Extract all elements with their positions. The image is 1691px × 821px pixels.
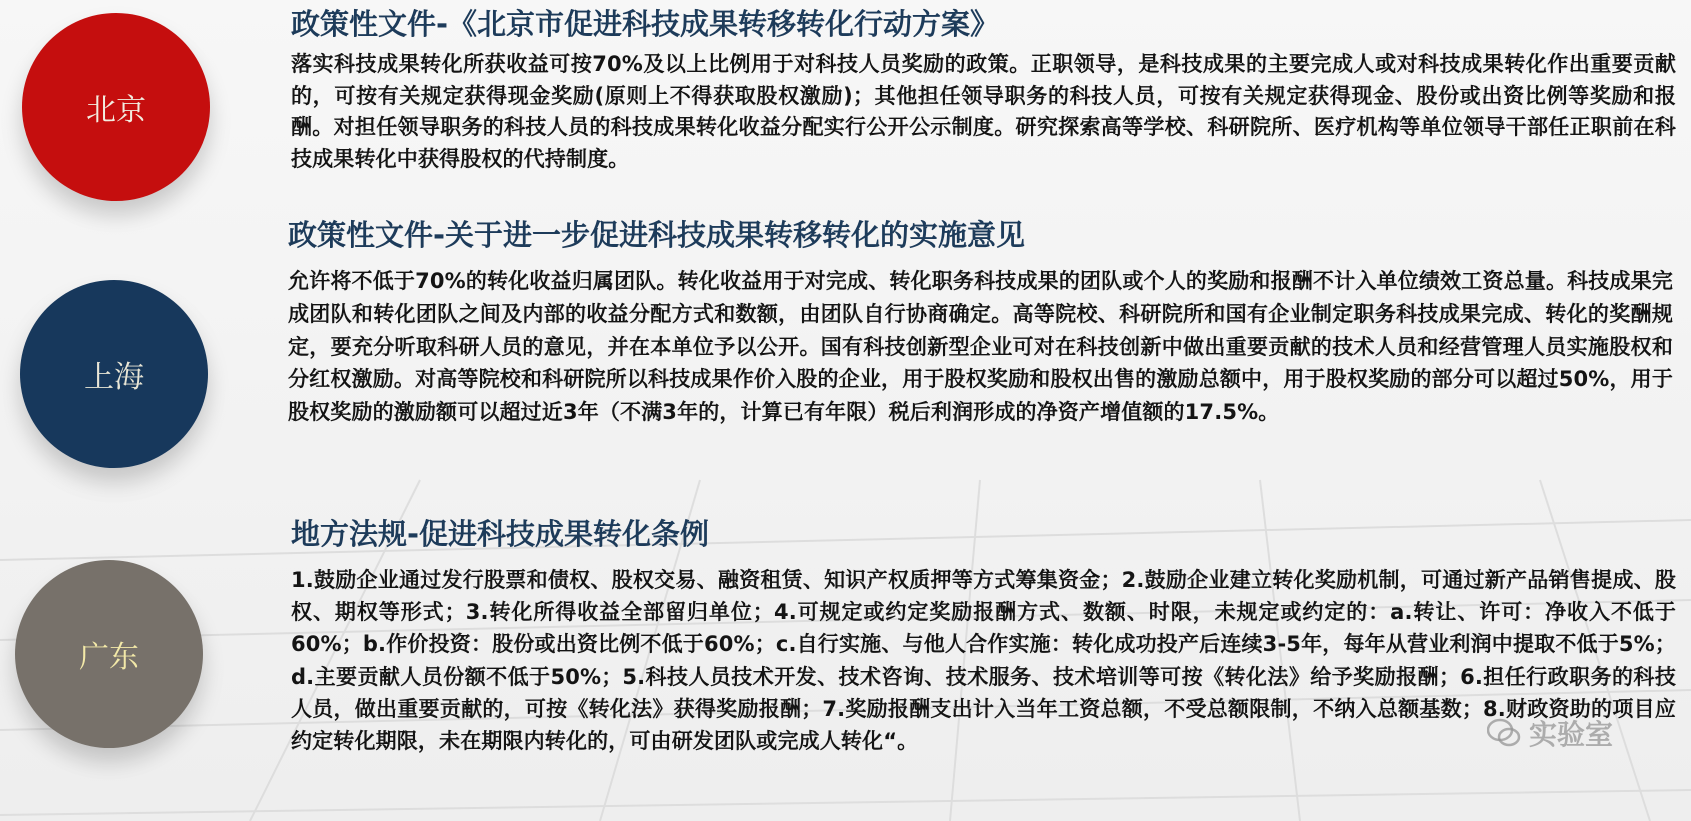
section-heading-beijing: 政策性文件-《北京市促进科技成果转移转化行动方案》 [291, 7, 1000, 41]
section-text-beijing: 落实科技成果转化所获收益可按70%及以上比例用于对科技人员奖励的政策。正职领导，是科技成果的主要完成人或对科技成果转化作出重要贡献的，可按有关规定获得现金奖励(原则上不得获取股权激励)；其他担任领导职务的科技人员，可按有关规定获得现金、股份或出资比例等奖励和报酬。对担任领导职务的科技人员的科技成果转化收益分配实行公开公示制度。研究探索高等学校、科研院所、医疗机构等单位领导干部任正职前在科技成果转化中获得股权的代持制度。 [291, 52, 1676, 171]
region-badge-shanghai [20, 280, 208, 468]
section-heading-shanghai: 政策性文件-关于进一步促进科技成果转移转化的实施意见 [288, 218, 1026, 252]
section-shanghai [288, 215, 1673, 429]
watermark-text: 实验室 [1528, 718, 1613, 751]
section-text-guangdong: 1.鼓励企业通过发行股票和债权、股权交易、融资租赁、知识产权质押等方式筹集资金；2.鼓励企业建立转化奖励机制，可通过新产品销售提成、股权、期权等形式；3.转化所得收益全部留归单位；4.可规定或约定奖励报酬方式、数额、时限，未规定或约定的：a.转让、许可：净收入不低于60%；b.作价投资：股份或出资比例不低于60%；c.自行实施、与他人合作实施：转化成功投产后连续3-5年，每年从营业利润中提取不低于5%；d.主要贡献人员份额不低于50%；5.科技人员技术开发、技术咨询、技术服务、技术培训等可按《转化法》给予奖励报酬；6.担任行政职务的科技人员，做出重要贡献的，可按《转化法》获得奖励报酬；7.奖励报酬支出计入当年工资总额，不受总额限制，不纳入总额基数；8.财政资助的项目应约定转化期限，未在期限内转化的，可由研发团队或完成人转化“。 [291, 568, 1676, 754]
section-beijing [291, 4, 1676, 175]
region-name-guangdong: 广东 [79, 640, 139, 675]
region-badge-guangdong [15, 560, 203, 748]
region-name-beijing: 北京 [86, 93, 146, 128]
region-badge-beijing [22, 13, 210, 201]
section-text-shanghai: 允许将不低于70%的转化收益归属团队。转化收益用于对完成、转化职务科技成果的团队或个人的奖励和报酬不计入单位绩效工资总量。科技成果完成团队和转化团队之间及内部的收益分配方式和数额，由团队自行协商确定。高等院校、科研院所和国有企业制定职务科技成果完成、转化的奖酬规定，要充分听取科研人员的意见，并在本单位予以公开。国有科技创新型企业可对在科技创新中做出重要贡献的技术人员和经营管理人员实施股权和分红权激励。对高等院校和科研院所以科技成果作价入股的企业，用于股权奖励和股权出售的激励总额中，用于股权奖励的部分可以超过50%，用于股权奖励的激励额可以超过近3年（不满3年的，计算已有年限）税后利润形成的净资产增值额的17.5%。 [288, 269, 1673, 425]
wechat-icon [1487, 718, 1521, 748]
watermark [1487, 713, 1613, 753]
region-name-shanghai: 上海 [84, 360, 144, 395]
section-heading-guangdong: 地方法规-促进科技成果转化条例 [291, 517, 710, 551]
section-guangdong [291, 514, 1676, 757]
